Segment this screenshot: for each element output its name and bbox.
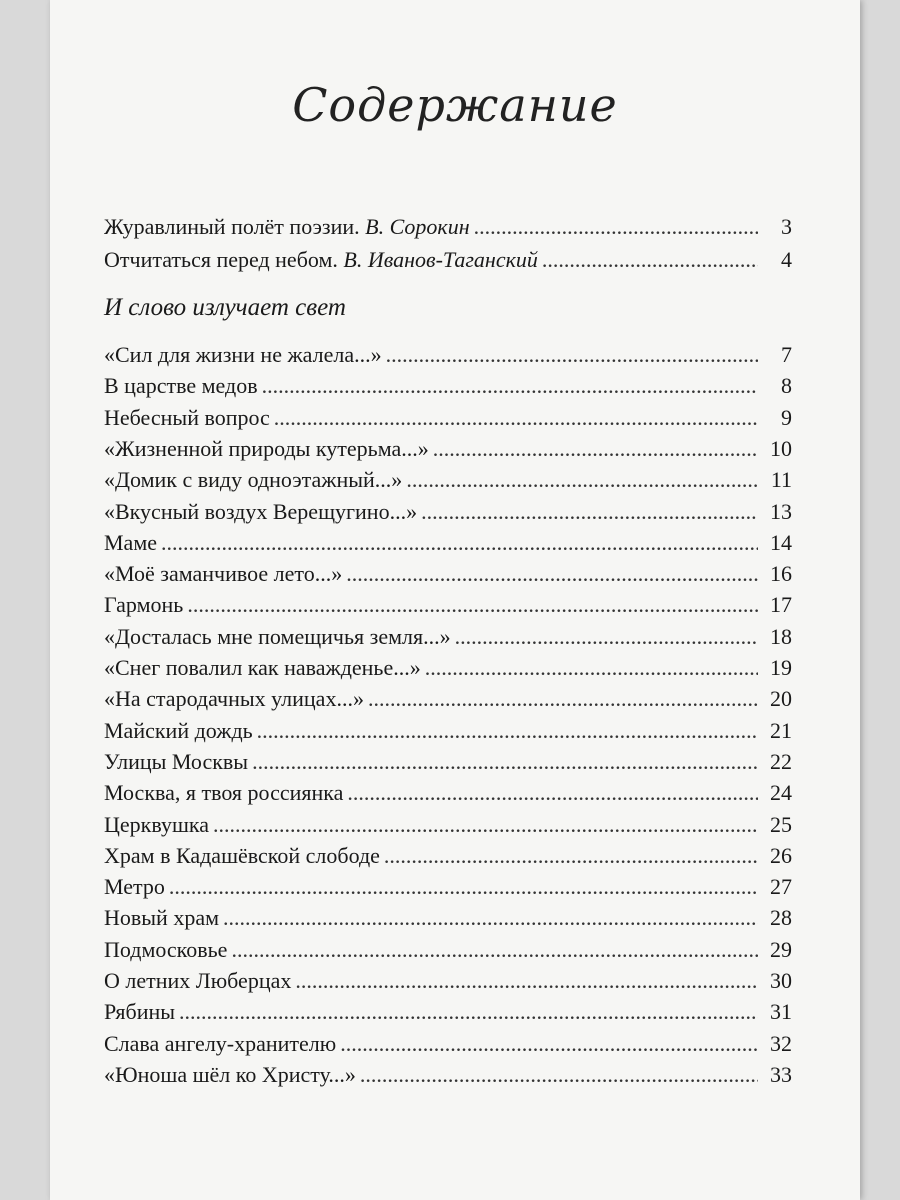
entry-page-number: 9 [781, 405, 792, 430]
toc-entry [104, 561, 792, 591]
entry-page-number: 10 [770, 436, 792, 461]
entry-author: В. Сорокин [365, 214, 470, 239]
entry-title: Метро [104, 874, 165, 899]
toc-entry [104, 905, 792, 935]
entry-page-number: 26 [770, 843, 792, 868]
toc-entry [104, 624, 792, 654]
entry-page-number: 25 [770, 812, 792, 837]
toc-entry [104, 937, 792, 967]
toc-entry [104, 749, 792, 779]
leader-dots [433, 436, 758, 462]
entry-title: Рябины [104, 999, 176, 1024]
entry-title: «Снег повалил как наважденье...» [104, 655, 421, 680]
leader-dots [406, 467, 758, 493]
entry-page-number: 18 [770, 624, 792, 649]
book-page [50, 0, 860, 1200]
entry-title: Майский дождь [104, 718, 253, 743]
entry-page-number: 3 [781, 214, 792, 239]
entry-title: Маме [104, 530, 158, 555]
toc-entry [104, 968, 792, 998]
leader-dots [368, 686, 758, 712]
toc-entry [104, 655, 792, 685]
leader-dots [386, 342, 758, 368]
leader-dots [425, 655, 758, 681]
toc-entry [104, 1062, 792, 1092]
toc-entry [104, 686, 792, 716]
entry-page-number: 32 [770, 1031, 792, 1056]
toc-entry-intro [104, 214, 792, 244]
entry-title: О летних Люберцах [104, 968, 292, 993]
page-title: Содержание [292, 78, 618, 132]
leader-dots [223, 905, 758, 931]
leader-dots [346, 561, 758, 587]
leader-dots [340, 1031, 758, 1057]
leader-dots [542, 247, 758, 273]
entry-page-number: 11 [770, 467, 792, 492]
leader-dots [295, 968, 758, 994]
entry-page-number: 29 [770, 937, 792, 962]
entry-page-number: 30 [770, 968, 792, 993]
toc-entry [104, 592, 792, 622]
entry-page-number: 31 [770, 999, 792, 1024]
entry-page-number: 21 [770, 718, 792, 743]
leader-dots [257, 718, 758, 744]
entry-title: Храм в Кадашёвской слободе [104, 843, 380, 868]
entry-page-number: 7 [781, 342, 792, 367]
entry-title: Новый храм [104, 905, 220, 930]
toc-entry [104, 718, 792, 748]
entry-title: Церквушка [104, 812, 210, 837]
entry-page-number: 16 [770, 561, 792, 586]
entry-page-number: 14 [770, 530, 792, 555]
toc-entry [104, 342, 792, 372]
entry-title: Улицы Москвы [104, 749, 249, 774]
entry-page-number: 28 [770, 905, 792, 930]
entry-title: Москва, я твоя россиянка [104, 780, 344, 805]
entry-title: «Жизненной природы кутерьма...» [104, 436, 429, 461]
leader-dots [421, 499, 758, 525]
entry-author: В. Иванов-Таганский [343, 247, 538, 272]
toc-entry [104, 530, 792, 560]
entry-page-number: 19 [770, 655, 792, 680]
leader-dots [274, 405, 758, 431]
entry-title: В царстве медов [104, 373, 258, 398]
entry-title: «Досталась мне помещичья земля...» [104, 624, 451, 649]
toc-entry [104, 499, 792, 529]
entry-label [104, 214, 470, 240]
entry-title: «Моё заманчивое лето...» [104, 561, 343, 586]
leader-dots [169, 874, 758, 900]
entry-title: «На стародачных улицах...» [104, 686, 364, 711]
entry-title: Журавлиный полёт поэзии. [104, 214, 360, 239]
entry-title: Отчитаться перед небом. [104, 247, 338, 272]
entry-page-number: 24 [770, 780, 792, 805]
leader-dots [262, 373, 758, 399]
toc-entry [104, 467, 792, 497]
entry-title: «Вкусный воздух Верещугино...» [104, 499, 418, 524]
leader-dots [187, 592, 758, 618]
leader-dots [179, 999, 758, 1025]
entry-page-number: 27 [770, 874, 792, 899]
toc-entry [104, 780, 792, 810]
leader-dots [455, 624, 758, 650]
toc-entry [104, 874, 792, 904]
toc-entry [104, 999, 792, 1029]
leader-dots [231, 937, 758, 963]
leader-dots [213, 812, 758, 838]
toc-entry-intro [104, 247, 792, 277]
toc-entry [104, 812, 792, 842]
entry-page-number: 22 [770, 749, 792, 774]
leader-dots [360, 1062, 758, 1088]
entry-title: Небесный вопрос [104, 405, 270, 430]
leader-dots [474, 214, 758, 240]
entry-page-number: 8 [781, 373, 792, 398]
entry-title: «Сил для жизни не жалела...» [104, 342, 382, 367]
leader-dots [384, 843, 758, 869]
entry-page-number: 20 [770, 686, 792, 711]
leader-dots [252, 749, 758, 775]
entry-label [104, 247, 538, 273]
entry-page-number: 33 [770, 1062, 792, 1087]
entry-title: «Юноша шёл ко Христу...» [104, 1062, 356, 1087]
toc-entry [104, 436, 792, 466]
entry-title: Гармонь [104, 592, 184, 617]
toc-entry [104, 843, 792, 873]
toc-entry [104, 373, 792, 403]
entry-page-number: 13 [770, 499, 792, 524]
entry-page-number: 4 [781, 247, 792, 272]
toc-entry [104, 405, 792, 435]
entry-title: Подмосковье [104, 937, 228, 962]
entry-title: Слава ангелу-хранителю [104, 1031, 337, 1056]
section-heading: И слово излучает свет [104, 294, 346, 321]
toc-entry [104, 1031, 792, 1061]
entry-title: «Домик с виду одноэтажный...» [104, 467, 403, 492]
leader-dots [347, 780, 758, 806]
leader-dots [161, 530, 758, 556]
entry-page-number: 17 [770, 592, 792, 617]
